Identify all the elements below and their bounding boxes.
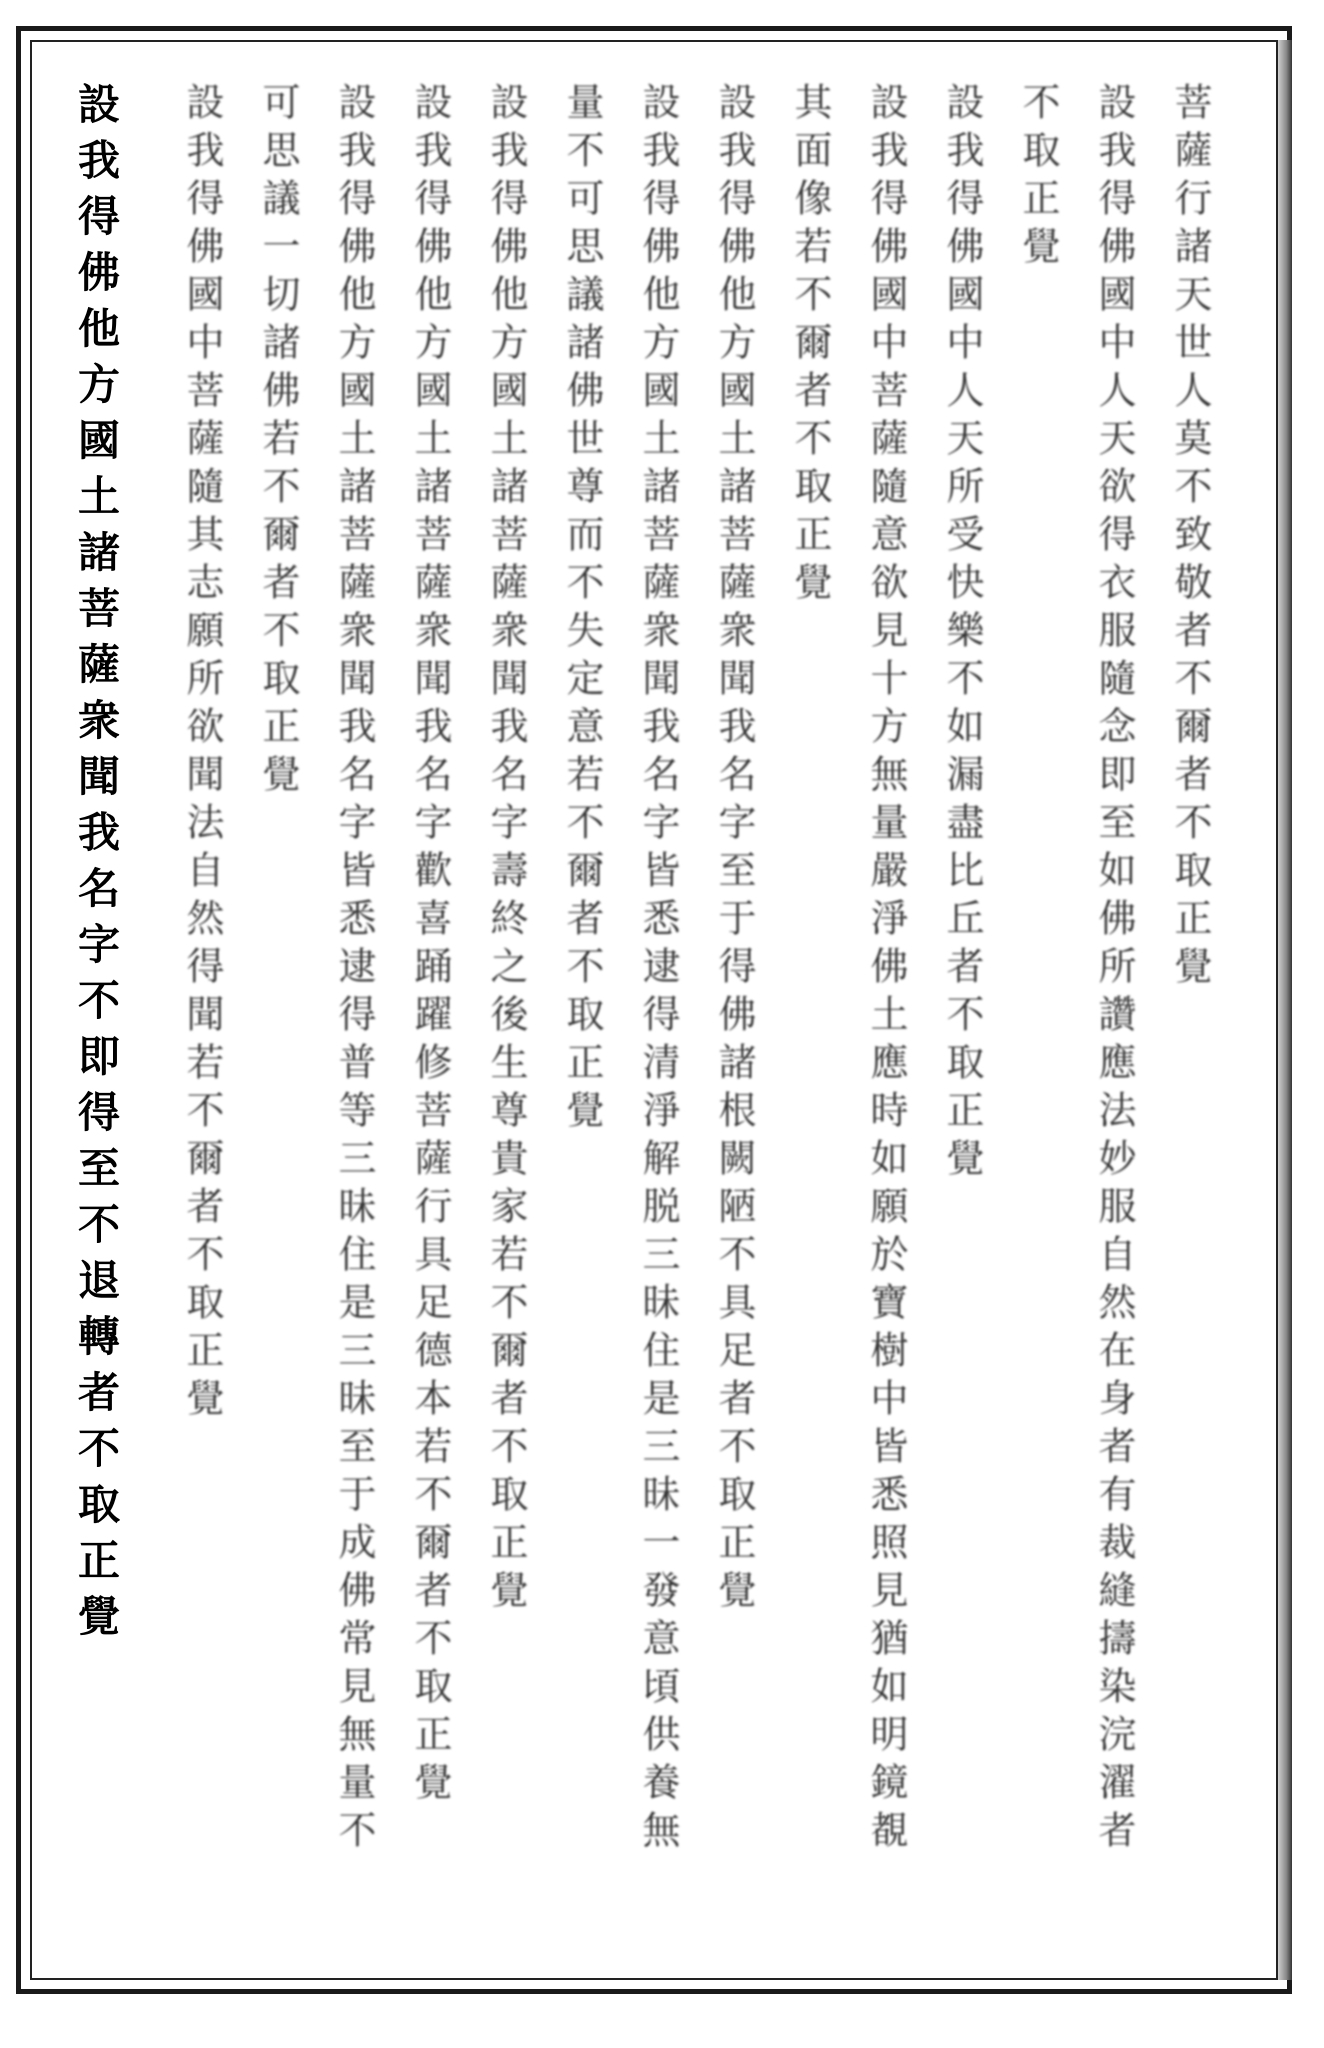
text-column: 設我得佛國中菩薩隨意欲見十方無量嚴淨佛土應時如願於寶樹中皆悉照見猶如明鏡覩	[864, 82, 908, 1858]
text-column: 不取正覺	[1016, 82, 1060, 274]
page-binding-edge	[1278, 40, 1292, 1980]
highlighted-text-column: 設我得佛他方國土諸菩薩衆聞我名字不即得至不退轉者不取正覺	[72, 82, 121, 1650]
vertical-text-block	[58, 82, 1228, 1962]
text-column: 可思議一切諸佛若不爾者不取正覺	[256, 82, 300, 802]
text-column: 設我得佛他方國土諸菩薩衆聞我名字皆悉逮得普等三昧住是三昧至于成佛常見無量不	[332, 82, 376, 1858]
text-column: 設我得佛國中人天欲得衣服隨念即至如佛所讚應法妙服自然在身者有裁縫擣染浣濯者	[1092, 82, 1136, 1858]
text-column: 設我得佛國中人天所受快樂不如漏盡比丘者不取正覺	[940, 82, 984, 1186]
text-column: 設我得佛他方國土諸菩薩衆聞我名字至于得佛諸根闕陋不具足者不取正覺	[712, 82, 756, 1618]
text-column: 設我得佛國中菩薩隨其志願所欲聞法自然得聞若不爾者不取正覺	[180, 82, 224, 1426]
text-column: 設我得佛他方國土諸菩薩衆聞我名字皆悉逮得清淨解脱三昧住是三昧一發意頃供養無	[636, 82, 680, 1858]
text-column: 菩薩行諸天世人莫不致敬者不爾者不取正覺	[1168, 82, 1212, 994]
text-column: 其面像若不爾者不取正覺	[788, 82, 832, 610]
text-column: 設我得佛他方國土諸菩薩衆聞我名字歡喜踊躍修菩薩行具足德本若不爾者不取正覺	[408, 82, 452, 1810]
text-column: 量不可思議諸佛世尊而不失定意若不爾者不取正覺	[560, 82, 604, 1138]
text-column: 設我得佛他方國土諸菩薩衆聞我名字壽終之後生尊貴家若不爾者不取正覺	[484, 82, 528, 1618]
